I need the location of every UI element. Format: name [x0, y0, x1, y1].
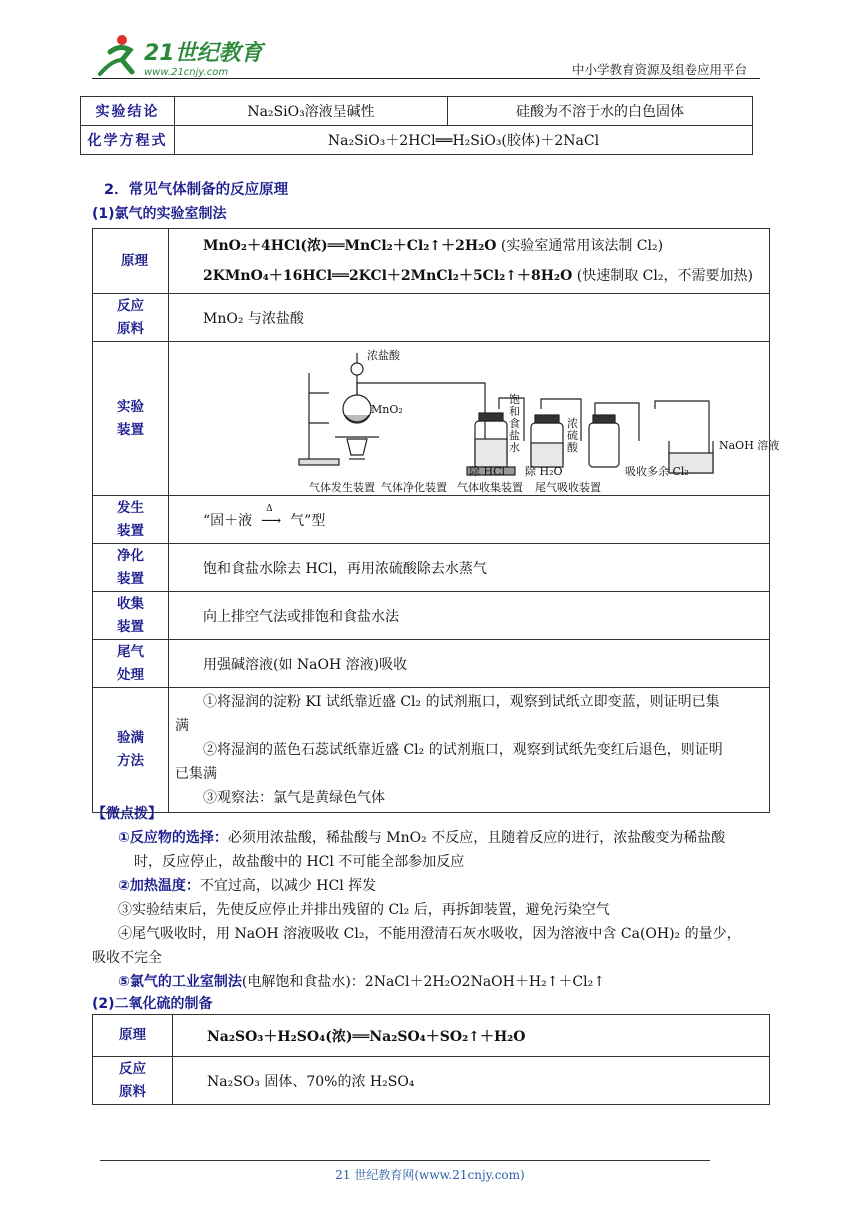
so2-label-principle: 原理: [93, 1015, 173, 1057]
svg-text:盐: 盐: [509, 428, 520, 442]
so2-material: Na₂SO₃ 固体、70%的浓 H₂SO₄: [173, 1057, 770, 1105]
collect-text: 向上排空气法或排饱和食盐水法: [169, 592, 770, 640]
svg-text:酸: 酸: [567, 440, 578, 454]
eq-mno2: MnO₂＋4HCl(浓)══MnCl₂＋Cl₂↑＋2H₂O: [203, 238, 497, 254]
label-check: 验满 方法: [93, 688, 169, 813]
label-material: 反应 原料: [93, 294, 169, 342]
silicate-equation: Na₂SiO₃＋2HCl══H₂SiO₃(胶体)＋2NaCl: [175, 126, 753, 155]
label-purify-device: 净化 装置: [93, 544, 169, 592]
label-naoh: NaOH 溶液: [719, 438, 780, 452]
so2-table: [92, 1014, 770, 1105]
check-3: ③观察法：氯气是黄绿色气体: [203, 790, 385, 806]
footer-text: 21 世纪教育网(www.21cnjy.com): [335, 1168, 525, 1182]
label-remove-hcl: 除 HCl: [469, 464, 506, 478]
platform-name: 中小学教育资源及组卷应用平台: [572, 62, 748, 77]
logo-text: 21世纪教育: [144, 41, 263, 66]
logo-url: www.21cnjy.com: [144, 67, 229, 78]
conclusion-1: Na₂SiO₃溶液呈碱性: [175, 97, 448, 126]
check-1a: ①将湿润的淀粉 KI 试纸靠近盛 Cl₂ 的试剂瓶口，观察到试纸立即变蓝，则证明已集: [203, 694, 720, 710]
label-sat-salt-1: 饱: [509, 392, 520, 406]
check-1b: 满: [175, 718, 189, 734]
purify-text: 饱和食盐水除去 HCl，再用浓硫酸除去水蒸气: [169, 544, 770, 592]
check-methods: [169, 688, 770, 813]
conclusion-2: 硅酸为不溶于水的白色固体: [448, 97, 753, 126]
label-device: 实验 装置: [93, 342, 169, 496]
svg-text:食: 食: [509, 416, 520, 430]
logo: [92, 30, 262, 82]
eq-kmno4: 2KMnO₄＋16HCl══2KCl＋2MnCl₂＋5Cl₂↑＋8H₂O: [203, 268, 573, 284]
svg-text:硫: 硫: [567, 428, 578, 442]
label-gen-device: 发生 装置: [93, 496, 169, 544]
eq-kmno4-note: (快速制取 Cl₂，不需要加热): [576, 268, 753, 284]
label-acid: 浓盐酸: [367, 348, 400, 362]
eq-mno2-note: (实验室通常用该法制 Cl₂): [500, 238, 664, 254]
chlorine-subtitle: (1)氯气的实验室制法: [92, 206, 227, 222]
svg-text:水: 水: [509, 440, 520, 454]
gen-device-text: “固＋液 Δ ⟶ 气”型: [169, 496, 770, 544]
label-mno2: MnO₂: [371, 402, 403, 416]
label-principle: 原理: [93, 229, 169, 294]
label-equation: 化学方程式: [81, 126, 175, 155]
silicate-table: [80, 96, 753, 155]
label-conclusion: 实验结论: [81, 97, 175, 126]
label-conc-acid-1: 浓: [567, 416, 578, 430]
tip-2: ②加热温度：不宜过高，以减少 HCl 挥发: [118, 878, 377, 894]
label-purify: 气体净化装置: [381, 480, 447, 494]
so2-subtitle: (2)二氧化硫的制备: [92, 996, 213, 1012]
apparatus-cell: [169, 342, 780, 496]
label-tail-device: 尾气 处理: [93, 640, 169, 688]
svg-text:和: 和: [509, 404, 520, 418]
chlorine-table: [92, 228, 780, 813]
footer-divider: [100, 1160, 710, 1161]
tip-1: ①反应物的选择：必须用浓盐酸，稀盐酸与 MnO₂ 不反应，且随着反应的进行，浓盐酸变为稀盐酸: [118, 830, 726, 846]
tip-4a: ④尾气吸收时，用 NaOH 溶液吸收 Cl₂，不能用澄清石灰水吸收，因为溶液中含 Ca(OH)₂ 的量少，: [118, 926, 741, 942]
check-2a: ②将湿润的蓝色石蕊试纸靠近盛 Cl₂ 的试剂瓶口，观察到试纸先变红后退色，则证明: [203, 742, 723, 758]
apparatus-diagram: [169, 343, 780, 495]
section-title: 2．常见气体制备的反应原理: [104, 182, 289, 198]
label-tail: 尾气吸收装置: [535, 480, 601, 494]
header-divider: [92, 78, 760, 79]
label-absorb-cl2: 吸收多余 Cl₂: [625, 464, 689, 478]
tips-title: 【微点拨】: [92, 806, 162, 822]
tip-1b: 时，反应停止，故盐酸中的 HCl 不可能全部参加反应: [134, 854, 465, 870]
material-text: MnO₂ 与浓盐酸: [169, 294, 770, 342]
tail-text: 用强碱溶液(如 NaOH 溶液)吸收: [169, 640, 770, 688]
so2-equation: Na₂SO₃＋H₂SO₄(浓)══Na₂SO₄＋SO₂↑＋H₂O: [173, 1015, 770, 1057]
check-2b: 已集满: [175, 766, 217, 782]
label-gen: 气体发生装置: [309, 480, 375, 494]
label-collect: 气体收集装置: [457, 480, 523, 494]
label-collect-device: 收集 装置: [93, 592, 169, 640]
tip-5: ⑤氯气的工业室制法(电解饱和食盐水)：2NaCl＋2H₂O2NaOH＋H₂↑＋Cl₂↑: [118, 974, 605, 990]
so2-label-material: 反应 原料: [93, 1057, 173, 1105]
tip-3: ③实验结束后，先使反应停止并排出残留的 Cl₂ 后，再拆卸装置，避免污染空气: [118, 902, 610, 918]
tip-4b: 吸收不完全: [92, 950, 162, 966]
label-remove-h2o: 除 H₂O: [525, 464, 563, 478]
